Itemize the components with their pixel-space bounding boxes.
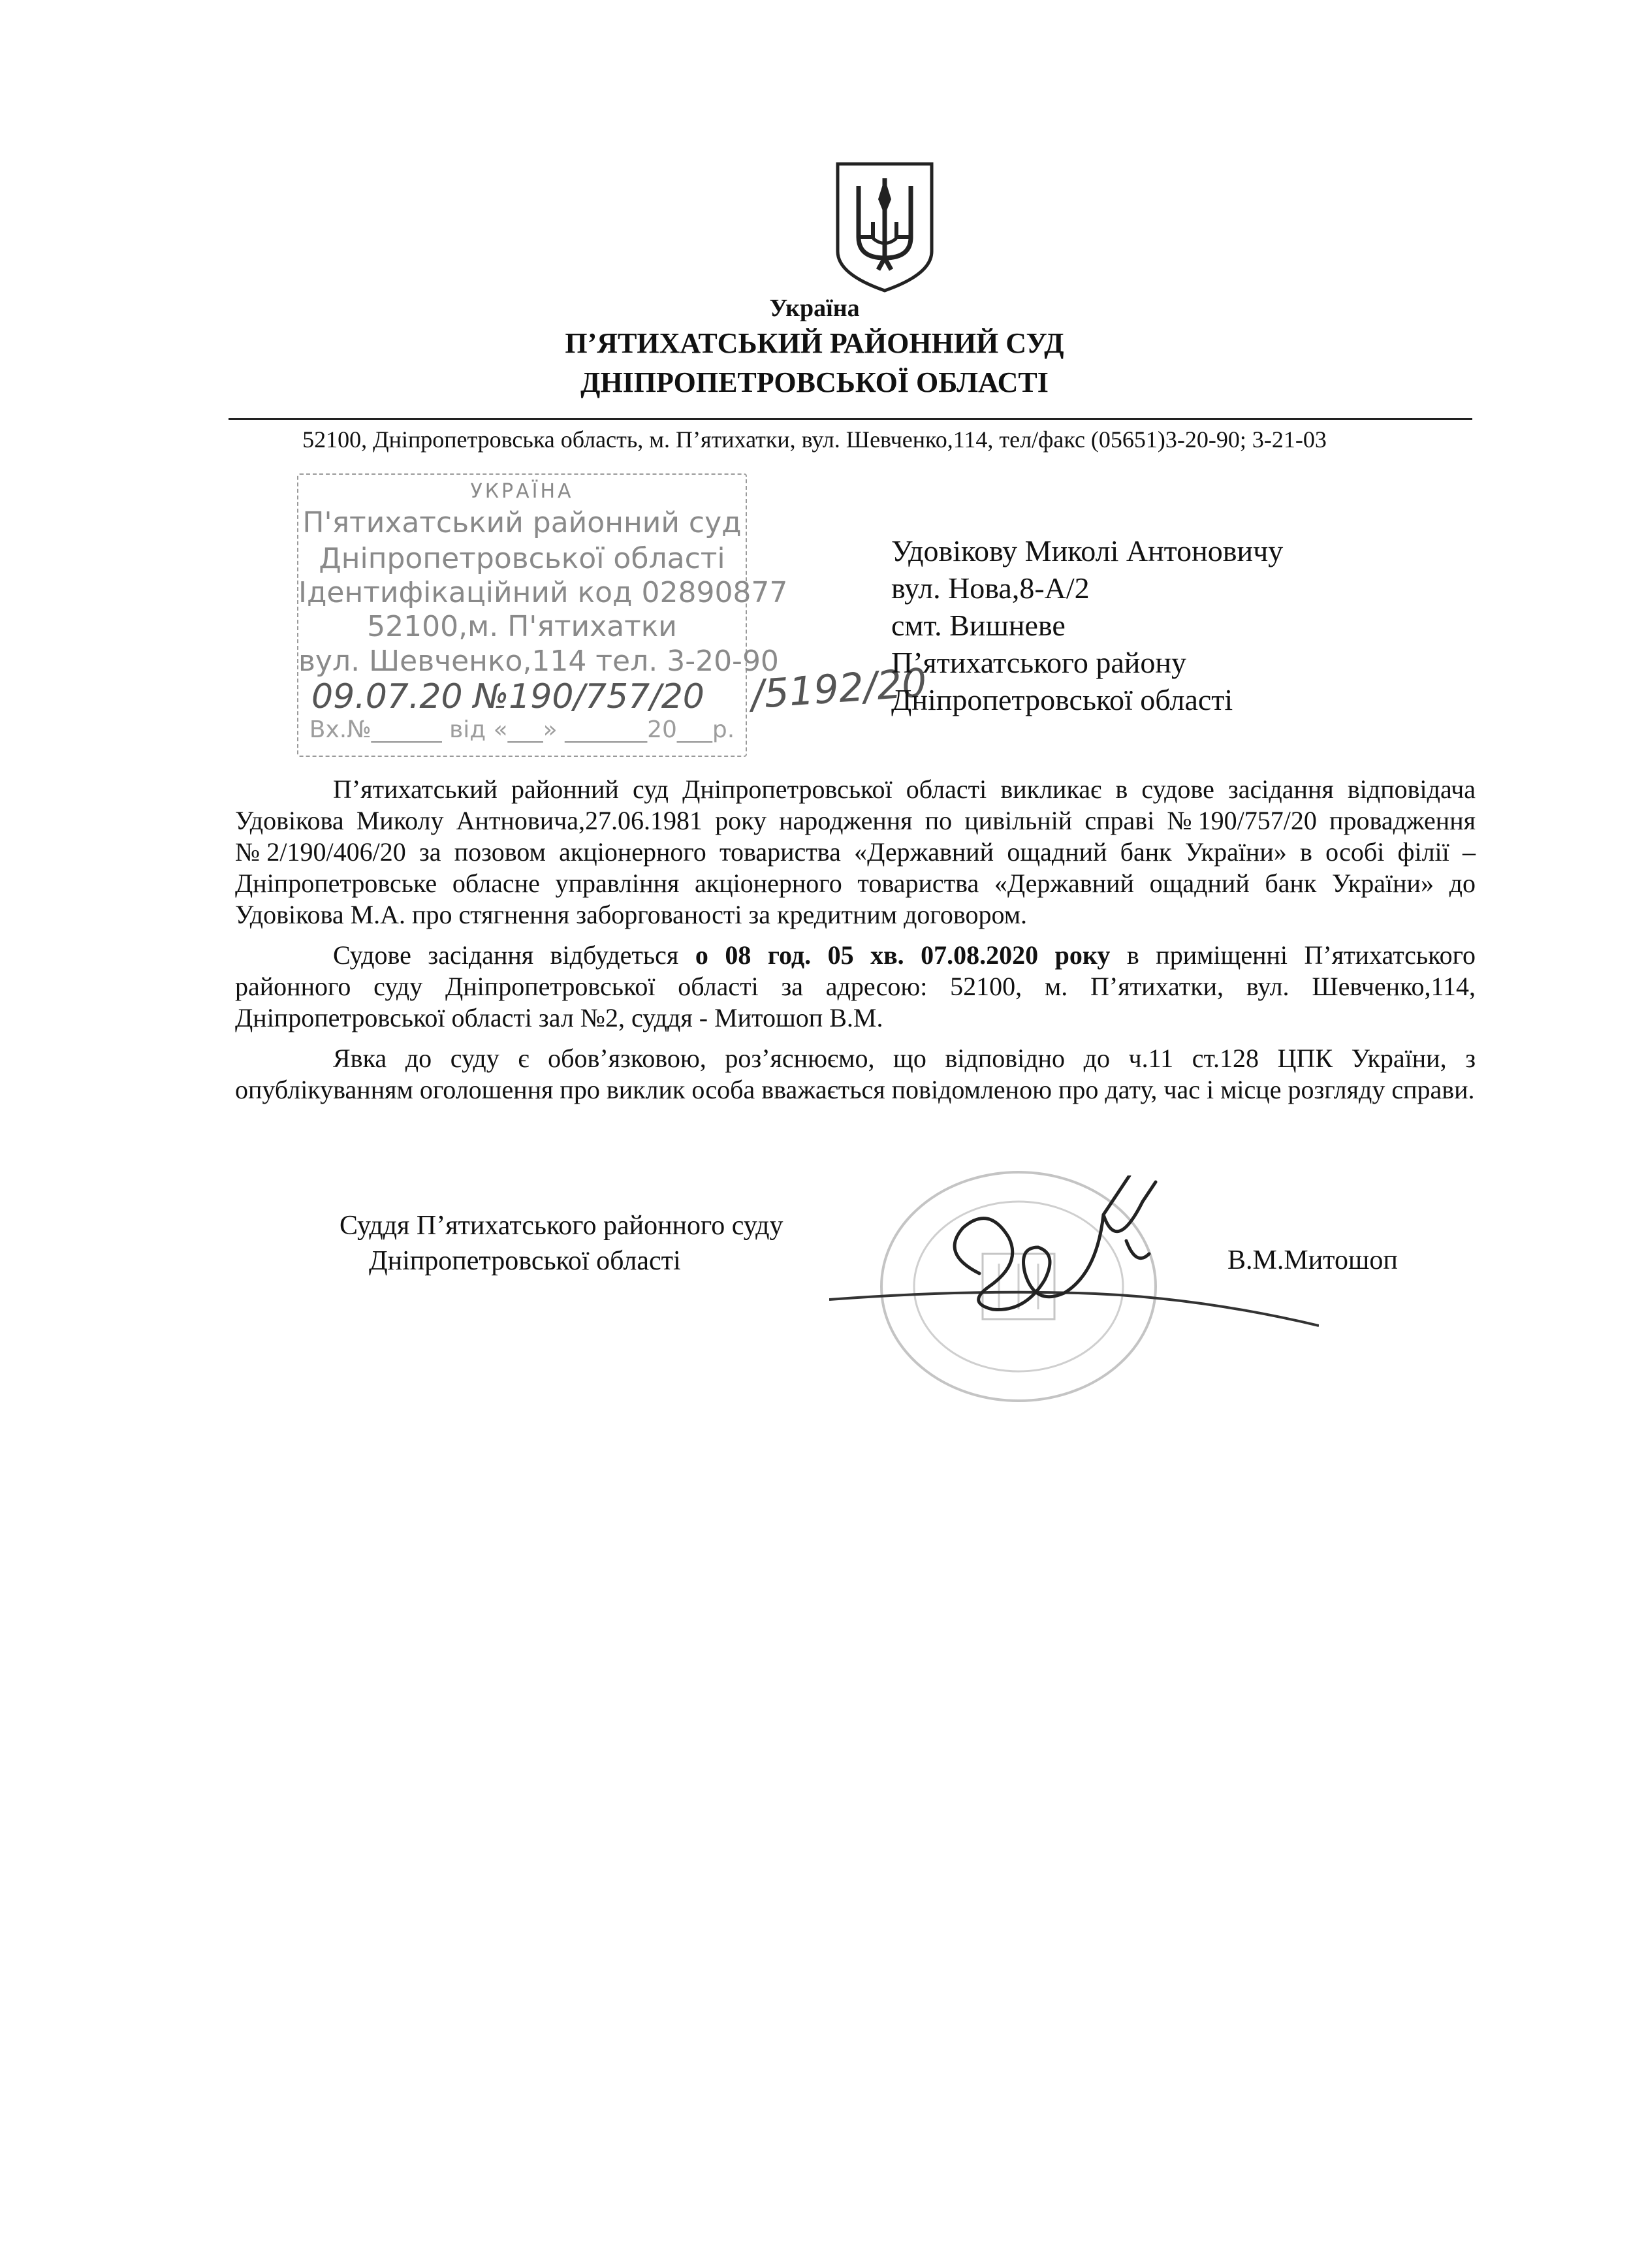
stamp-line: П'ятихатський районний суд: [302, 506, 742, 539]
summons-paragraph-3: Явка до суду є обов’язковою, роз’яснюємо, що відповідно до ч.11 ст.128 ЦПК України, з опублікуванням оголошення про виклик особа вважається повідомленою про дату, час і місце розгляду справи.: [235, 1044, 1476, 1104]
judge-name: В.М.Митошоп: [1227, 1245, 1398, 1275]
trident-coat-of-arms-icon: [832, 160, 937, 294]
header-divider: [229, 418, 1472, 420]
hearing-datetime: о 08 год. 05 хв. 07.08.2020 року: [695, 940, 1111, 970]
recipient-settlement: смт. Вишневе: [891, 609, 1066, 642]
judge-title-line-2: Дніпропетровської області: [369, 1246, 681, 1276]
stamp-line: вул. Шевченко,114 тел. 3-20-90: [298, 645, 779, 678]
recipient-region: Дніпропетровської області: [891, 683, 1233, 716]
header-region: ДНІПРОПЕТРОВСЬКОЇ ОБЛАСТІ: [580, 366, 1049, 398]
court-address-line: 52100, Дніпропетровська область, м. П’ятихатки, вул. Шевченко,114, тел/факс (05651)3-20-90; 3-21-03: [302, 426, 1327, 453]
hearing-location: в приміщенні П’ятихатського районного суду Дніпропетровської області за адресою: 52100, м. П’ятихатки, вул. Шевченко,114, Дніпропетровської області зал №2, суддя - Митошоп В.М.: [235, 940, 1476, 1032]
header-court-name: П’ЯТИХАТСЬКИЙ РАЙОННИЙ СУД: [565, 327, 1064, 359]
stamp-line: УКРАЇНА: [470, 480, 574, 503]
stamp-handwritten-date-number: 09.07.20 №190/757/20: [311, 677, 704, 716]
registration-stamp: [297, 473, 788, 757]
recipient-name: Удовікову Миколі Антоновичу: [891, 534, 1284, 567]
stamp-line: Ідентифікаційний код 02890877: [298, 576, 788, 609]
stamp-line: 52100,м. П'ятихатки: [367, 610, 677, 643]
judge-title-line-1: Суддя П’ятихатського районного суду: [340, 1211, 783, 1241]
hearing-intro: Судове засідання відбудеться: [333, 940, 695, 970]
header-country: Україна: [769, 295, 860, 322]
recipient-street: вул. Нова,8-А/2: [891, 571, 1090, 605]
handwritten-registration-number: /5192/20: [749, 660, 928, 718]
recipient-district: П’ятихатського району: [891, 646, 1186, 679]
stamp-line: Дніпропетровської області: [319, 542, 725, 575]
judge-title-block: [340, 1208, 783, 1279]
stamp-line: Вх.№______ від «___» _______20___р.: [309, 716, 735, 743]
summons-paragraph-1: П’ятихатський районний суд Дніпропетровської області викликає в судове засідання відповідача Удовікова Миколу Антновича,27.06.1981 року народження по цивільній справі №190/757/20 провадження №2/190/406/20 за позовом акціонерного товариства «Державний ощадний банк України» в особі філії – Дніпропетровське обласне управління акціонерного товариства «Державний ощадний банк України» до Удовікова М.А. про стягнення заборгованості за кредитним договором.: [235, 775, 1476, 929]
recipient-address-block: [891, 532, 1283, 718]
summons-paragraph-2: [235, 940, 1476, 1034]
summons-body: [235, 774, 1476, 1106]
